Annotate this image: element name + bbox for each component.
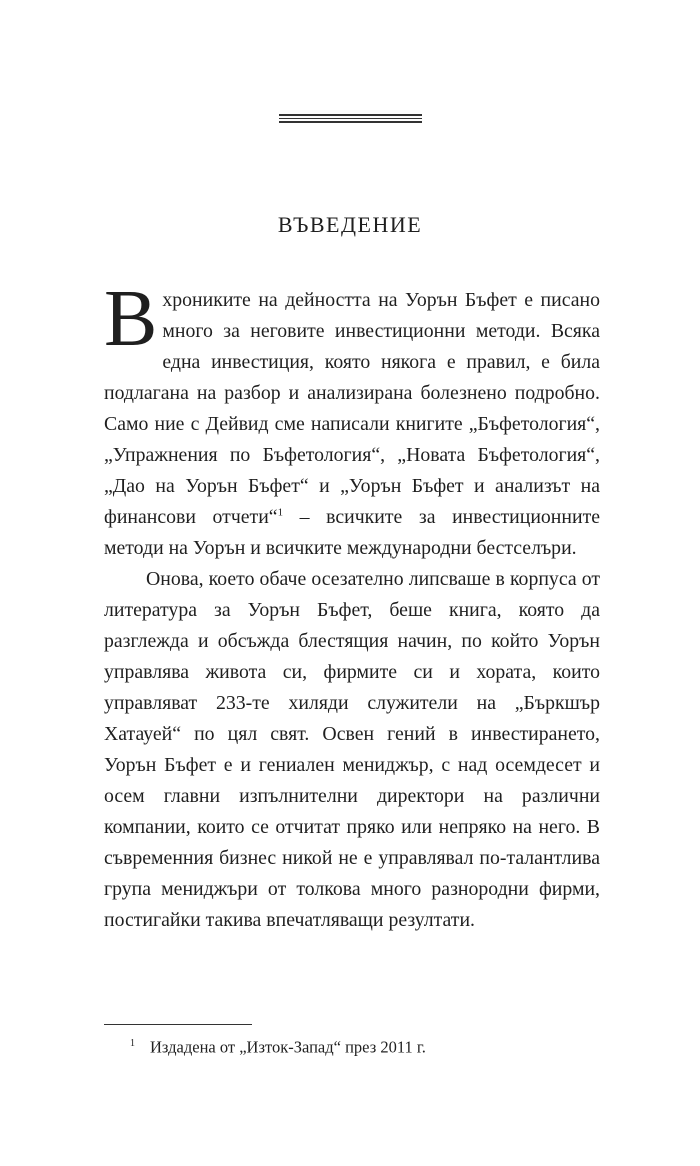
paragraph-2: Онова, което обаче осезателно липсваше в корпуса от литература за Уорън Бъфет, беше книга, която да разглежда и обсъжда блестящия начин, по който Уорън управлява живота си, фирмите си и хората, които управляват 233-те хиляди служители на „Бъркшър Хатауей“ по цял свят. Освен гений в инвестирането, Уорън Бъфет е и гениален мениджър, с над осемдесет и осем главни изпълнителни директори на различни компании, които се отчитат пряко или непряко на него. В съвременния бизнес никой не е управлявал по-талантлива група мениджъри от толкова много разнородни фирми, постигайки такива впечатляващи резултати. — [104, 568, 600, 931]
paragraph-1-text: хрониките на дейността на Уорън Бъфет е писано много за неговите инвестиционни методи. Всяка една инвестиция, която някога е правил, е била подлагана на разбор и анализирана болезнено подробно. Само ние с Дейвид сме написали книгите „Бъфетология“, „Упражнения по Бъфетология“, „Новата Бъфетология“, „Дао на Уорън Бъфет“ и „Уорън Бъфет и анализът на финансови отчети“ — [104, 289, 600, 528]
footnote — [104, 1032, 600, 1060]
paragraph-1-text-end: – всичките за инвестиционните методи на Уорън и всичките международни бестселъри. — [104, 506, 600, 559]
footnote-number: 1 — [130, 1038, 135, 1049]
body-text — [104, 275, 600, 936]
paragraph-1 — [104, 275, 600, 564]
chapter-title: ВЪВЕДЕНИЕ — [277, 212, 423, 237]
ornament-rule — [279, 114, 422, 116]
footnote-text: Издадена от „Изток-Запад“ през 2011 г. — [150, 1037, 426, 1057]
footnote-divider — [104, 1024, 252, 1025]
ornament-rule — [279, 121, 422, 123]
footnote-reference: 1 — [277, 506, 284, 519]
chapter-ornament — [279, 114, 422, 125]
drop-cap: В — [104, 275, 158, 363]
ornament-rule — [279, 118, 422, 120]
